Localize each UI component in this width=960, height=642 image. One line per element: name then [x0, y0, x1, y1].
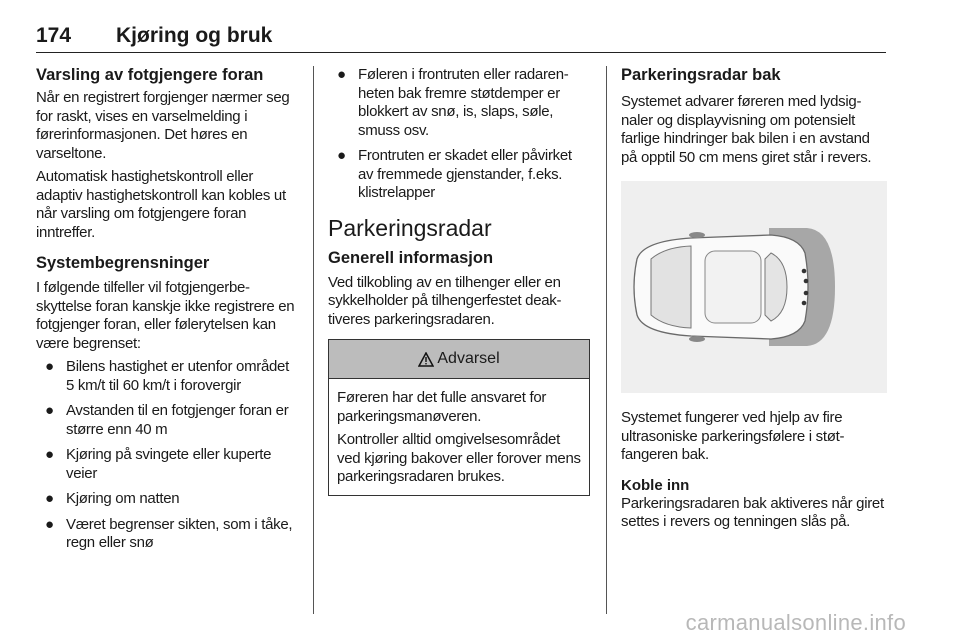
- paragraph: Systemet fungerer ved hjelp av fire ultrasoniske parkeringsfølere i støtfangeren bak.: [621, 409, 845, 463]
- car-top-view-illustration: [621, 181, 887, 393]
- subheading: Systembegrensninger: [36, 254, 210, 272]
- column-divider: [606, 66, 607, 614]
- section-heading: Varsling av fotgjengere foran: [36, 66, 264, 84]
- bullet-list: [36, 358, 298, 553]
- subheading: Koble inn: [621, 476, 690, 494]
- section-heading: Parkeringsradar bak: [621, 66, 781, 84]
- bullet-icon: ●: [45, 515, 54, 533]
- list-item: ● Kjøring om natten: [45, 490, 180, 507]
- section-title: Parkeringsradar: [328, 214, 492, 241]
- list-item: ● Føleren i frontruten eller radarenheten bak fremre støtdemper er blokkert av snø, is, slaps, søle, smuss osv.: [337, 66, 569, 139]
- parking-sensor: [802, 301, 807, 306]
- side-mirror: [689, 336, 705, 342]
- list-item: ● Været begrenser sikten, som i tåke, regn eller snø: [45, 515, 293, 551]
- bullet-icon: ●: [45, 358, 54, 375]
- list-item: ● Kjøring på svingete eller kuperte veier: [45, 446, 272, 482]
- page-header: [36, 24, 886, 53]
- car-roof: [705, 251, 761, 323]
- parking-sensor: [802, 269, 807, 274]
- side-mirror: [689, 232, 705, 238]
- paragraph: Føreren har det fulle ansvaret for parkeringsmanøveren.: [337, 389, 547, 425]
- bullet-icon: ●: [45, 402, 54, 419]
- parking-sensor: [804, 279, 809, 284]
- chapter-title: Kjøring og bruk: [116, 24, 273, 47]
- column-middle: [328, 66, 590, 496]
- warning-body: [329, 379, 589, 495]
- bullet-icon: ●: [337, 147, 346, 164]
- warning-title: Advarsel: [437, 350, 500, 367]
- warning-box: [328, 339, 590, 496]
- column-divider: [313, 66, 314, 614]
- list-item: ● Bilens hastighet er utenfor området 5 km/t til 60 km/t i forovergir: [45, 358, 289, 394]
- paragraph: I følgende tilfeller vil fotgjengerbeskyttelse foran kanskje ikke registrere en fotgjenger foran, eller følerytelsen kan være begrenset:: [36, 279, 295, 352]
- page-number: 174: [36, 24, 72, 47]
- bullet-icon: ●: [45, 446, 54, 463]
- subheading: Generell informasjon: [328, 248, 494, 267]
- list-item: ● Avstanden til en fotgjenger foran er større enn 40 m: [45, 402, 289, 438]
- parking-sensor: [804, 291, 809, 296]
- paragraph: Kontroller alltid omgivelsesområdet ved kjøring bakover eller forover mens parkeringsradaren brukes.: [337, 431, 581, 485]
- parking-sensor-figure: [621, 181, 887, 393]
- column-left: [36, 66, 298, 560]
- paragraph: Ved tilkobling av en tilhenger eller en sykkelholder på tilhengerfestet deaktiveres parkeringsradaren.: [328, 273, 562, 328]
- bullet-icon: ●: [45, 490, 54, 507]
- column-right: [621, 66, 887, 537]
- paragraph: Systemet advarer føreren med lydsignaler og displayvisning om potensielt farlige hindringer bak bilen i en avstand på opptil 50 cm mens giret står i revers.: [621, 93, 872, 166]
- bullet-icon: ●: [337, 66, 346, 83]
- windshield: [651, 246, 691, 328]
- bullet-list: [328, 66, 590, 203]
- warning-triangle-icon: [418, 352, 434, 367]
- paragraph: Når en registrert forgjenger nærmer seg for raskt, vises en varselmelding i førerinformasjonen. Det høres en varseltone.: [36, 89, 290, 162]
- watermark: carmanualsonline.info: [685, 610, 906, 635]
- list-item: ● Frontruten er skadet eller påvirket av fremmede gjenstander, f.eks. klistrelapper: [337, 147, 572, 201]
- paragraph: Automatisk hastighetskontroll eller adaptiv hastighetskontroll kan kobles ut når varsling om fotgjengere foran inntreffer.: [36, 168, 286, 241]
- paragraph: Parkeringsradaren bak aktiveres når giret settes i revers og tenningen slås på.: [621, 494, 884, 530]
- warning-header: [329, 340, 589, 379]
